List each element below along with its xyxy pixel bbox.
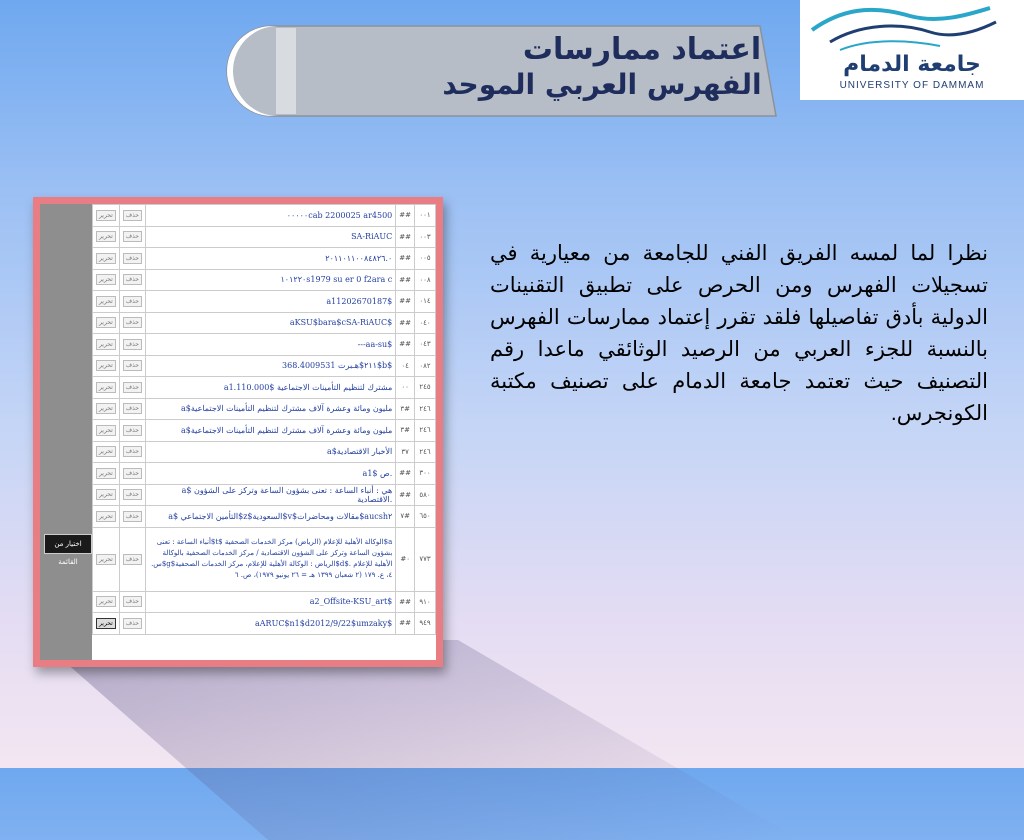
field-tag: ٧٧٣ (415, 527, 436, 591)
title-line-2: الفهرس العربي الموحد (442, 68, 762, 101)
delete-button[interactable]: حذف (123, 489, 142, 500)
delete-button[interactable]: حذف (123, 317, 142, 328)
row-actions (119, 269, 145, 291)
row-actions (119, 291, 145, 313)
delete-button[interactable]: حذف (123, 468, 142, 479)
edit-button[interactable]: تحرير (96, 296, 116, 307)
field-tag: ٠٠١ (415, 205, 436, 227)
delete-button[interactable]: حذف (123, 446, 142, 457)
delete-button[interactable]: حذف (123, 554, 142, 565)
edit-button[interactable]: تحرير (96, 253, 116, 264)
edit-button[interactable]: تحرير (96, 511, 116, 522)
row-actions (93, 463, 120, 485)
edit-button[interactable]: تحرير (96, 231, 116, 242)
field-indicator: #٣ (396, 420, 415, 442)
delete-button[interactable]: حذف (123, 210, 142, 221)
row-actions (119, 312, 145, 334)
background-shadow-ribbon (40, 640, 800, 840)
table-row (93, 484, 436, 506)
field-tag: ٩١٠ (415, 591, 436, 613)
row-actions (93, 226, 120, 248)
delete-button[interactable]: حذف (123, 360, 142, 371)
field-tag: ٢٤٦ (415, 398, 436, 420)
field-value: a$الأخبار الاقتصادية (145, 441, 395, 463)
field-indicator: ٠٠ (396, 377, 415, 399)
field-value: a$الوكالة الأهلية للإعلام (الرياض) مركز الخدمات الصحفية $t$أنباء الساعة : تعنى بشؤون الساعة وتركز على الشؤون الاقتصادية / مركز الخدمات الصحفية بالوكالة الأهلية للإعلام .$d$الرياض : الوكالة الأهلية للإعلام، مركز الخدمات الصحفية$g$س. ٤، ع. ١٧٩ (٢ شعبان ١٣٩٩ هـ = ٢٦ يونيو ١٩٧٩)، ص. ٦ (145, 527, 395, 591)
table-row (93, 205, 436, 227)
field-tag: ٠١٤ (415, 291, 436, 313)
logo-english-text: UNIVERSITY OF DAMMAM (839, 80, 985, 91)
row-actions (93, 291, 120, 313)
table-row (93, 269, 436, 291)
field-tag: ٥٨٠ (415, 484, 436, 506)
edit-button[interactable]: تحرير (96, 468, 116, 479)
edit-button[interactable]: تحرير (96, 317, 116, 328)
marc-record-table (92, 204, 436, 635)
field-tag: ٠٤٣ (415, 334, 436, 356)
field-indicator: ## (396, 312, 415, 334)
edit-button[interactable]: تحرير (96, 618, 116, 629)
table-row (93, 377, 436, 399)
row-actions (93, 269, 120, 291)
table-row (93, 463, 436, 485)
field-tag: ٩٤٩ (415, 613, 436, 635)
field-value: a11202670187$ (145, 291, 395, 313)
edit-button[interactable]: تحرير (96, 425, 116, 436)
row-actions (93, 613, 120, 635)
table-row (93, 355, 436, 377)
table-row (93, 527, 436, 591)
field-tag: ٠٤٠ (415, 312, 436, 334)
body-paragraph: نظرا لما لمسه الفريق الفني للجامعة من معيارية في تسجيلات الفهرس ومن الحرص على تطبيق التقنينات الدولية بأدق تفاصيلها فلقد تقرر إعتماد ممارسات الفهرس بالنسبة للجزء العربي من الرصيد الوثائقي ماعدا رقم التصنيف حيث تعتمد جامعة الدمام على تصنيف مكتبة الكونجرس. (490, 242, 988, 425)
field-value: a$ هي : أنباء الساعة : تعنى بشؤون الساعة وتركز على الشؤون الاقتصادية. (145, 484, 395, 506)
delete-button[interactable]: حذف (123, 596, 142, 607)
edit-button[interactable]: تحرير (96, 210, 116, 221)
field-indicator: ## (396, 291, 415, 313)
field-indicator: #٣ (396, 398, 415, 420)
choose-from-list-button[interactable]: اختيار من القائمة (44, 534, 92, 554)
row-actions (119, 377, 145, 399)
edit-button[interactable]: تحرير (96, 596, 116, 607)
edit-button[interactable]: تحرير (96, 403, 116, 414)
university-logo (800, 0, 1024, 100)
field-tag: ٢٤٦ (415, 420, 436, 442)
table-row (93, 420, 436, 442)
field-tag: ٠٠٨ (415, 269, 436, 291)
row-actions (119, 506, 145, 528)
field-value: a1.110.000$ مشترك لتنظيم التأمينات الاجتماعية (145, 377, 395, 399)
field-indicator: ## (396, 205, 415, 227)
delete-button[interactable]: حذف (123, 231, 142, 242)
field-indicator: ## (396, 226, 415, 248)
field-value: a$ التأمين الاجتماعي$z$السعودية$v$مقالات ومحاضرات$aucsh٢ (145, 506, 395, 528)
field-indicator: ## (396, 613, 415, 635)
field-indicator: ٣٧ (396, 441, 415, 463)
row-actions (119, 248, 145, 270)
edit-button[interactable]: تحرير (96, 489, 116, 500)
catalog-screenshot (33, 197, 443, 667)
field-value: a1$ ص. (145, 463, 395, 485)
row-actions (119, 591, 145, 613)
table-row (93, 248, 436, 270)
logo-waves-icon (800, 0, 1024, 56)
edit-button[interactable]: تحرير (96, 382, 116, 393)
row-actions (119, 355, 145, 377)
field-value: aARUC$n1$d2012/9/22$umzaky$ (145, 613, 395, 635)
field-indicator: ٠٤ (396, 355, 415, 377)
edit-button[interactable]: تحرير (96, 274, 116, 285)
delete-button[interactable]: حذف (123, 274, 142, 285)
delete-button[interactable]: حذف (123, 425, 142, 436)
delete-button[interactable]: حذف (123, 296, 142, 307)
row-actions (93, 441, 120, 463)
field-value: ٢٠١١٠١١٠٠٨٤٨٢٦.٠ (145, 248, 395, 270)
field-indicator: ## (396, 463, 415, 485)
row-actions (93, 355, 120, 377)
title-banner (212, 20, 778, 122)
table-row (93, 613, 436, 635)
row-actions (119, 484, 145, 506)
row-actions (93, 506, 120, 528)
field-tag: ٠٠٥ (415, 248, 436, 270)
field-indicator: #٧ (396, 506, 415, 528)
field-tag: ٠٠٣ (415, 226, 436, 248)
field-value: SA-RiAUC (145, 226, 395, 248)
field-value: ٢١١$هـبرت 368.4009531$b$ (145, 355, 395, 377)
row-actions (119, 463, 145, 485)
field-value: a$مليون ومائة وعشرة آلاف مشترك لتنظيم التأمينات الاجتماعية (145, 420, 395, 442)
row-actions (93, 398, 120, 420)
table-row (93, 334, 436, 356)
field-indicator: ## (396, 484, 415, 506)
row-actions (93, 591, 120, 613)
table-row (93, 591, 436, 613)
field-tag: ٦٥٠ (415, 506, 436, 528)
field-value: ٠٠٠٠٠cab 2200025 ar4500 (145, 205, 395, 227)
row-actions (93, 420, 120, 442)
delete-button[interactable]: حذف (123, 511, 142, 522)
logo-arabic-text: جامعة الدمام (843, 52, 981, 77)
field-tag: ٢٤٦ (415, 441, 436, 463)
row-actions (119, 527, 145, 591)
field-indicator: ## (396, 248, 415, 270)
table-row (93, 226, 436, 248)
row-actions (119, 398, 145, 420)
field-value: a2_Offsite-KSU_art$ (145, 591, 395, 613)
side-panel (40, 204, 92, 660)
row-actions (119, 334, 145, 356)
title-line-1: اعتماد ممارسات (522, 32, 762, 67)
row-actions (93, 312, 120, 334)
delete-button[interactable]: حذف (123, 253, 142, 264)
row-actions (93, 484, 120, 506)
delete-button[interactable]: حذف (123, 339, 142, 350)
field-indicator: ## (396, 591, 415, 613)
delete-button[interactable]: حذف (123, 618, 142, 629)
row-actions (119, 420, 145, 442)
field-value: aKSU$bara$cSA-RiAUC$ (145, 312, 395, 334)
field-value: ---aa-su$ (145, 334, 395, 356)
page-title (442, 32, 772, 102)
field-tag: ٠٨٢ (415, 355, 436, 377)
field-value: ١٠١٢٢٠s1979 su er 0 f2ara c (145, 269, 395, 291)
table-row (93, 312, 436, 334)
table-row (93, 506, 436, 528)
table-row (93, 441, 436, 463)
row-actions (93, 527, 120, 591)
table-row (93, 398, 436, 420)
row-actions (93, 248, 120, 270)
field-value: a$مليون ومائة وعشرة آلاف مشترك لتنظيم التأمينات الاجتماعية (145, 398, 395, 420)
row-actions (93, 205, 120, 227)
edit-button[interactable]: تحرير (96, 339, 116, 350)
edit-button[interactable]: تحرير (96, 554, 116, 565)
field-indicator: ## (396, 269, 415, 291)
field-indicator: ٠# (396, 527, 415, 591)
row-actions (119, 441, 145, 463)
row-actions (119, 205, 145, 227)
catalog-record-view (40, 204, 436, 660)
edit-button[interactable]: تحرير (96, 360, 116, 371)
delete-button[interactable]: حذف (123, 403, 142, 414)
field-tag: ٢٤٥ (415, 377, 436, 399)
delete-button[interactable]: حذف (123, 382, 142, 393)
edit-button[interactable]: تحرير (96, 446, 116, 457)
row-actions (119, 226, 145, 248)
row-actions (93, 377, 120, 399)
table-row (93, 291, 436, 313)
field-tag: ٣٠٠ (415, 463, 436, 485)
row-actions (119, 613, 145, 635)
field-indicator: ## (396, 334, 415, 356)
row-actions (93, 334, 120, 356)
